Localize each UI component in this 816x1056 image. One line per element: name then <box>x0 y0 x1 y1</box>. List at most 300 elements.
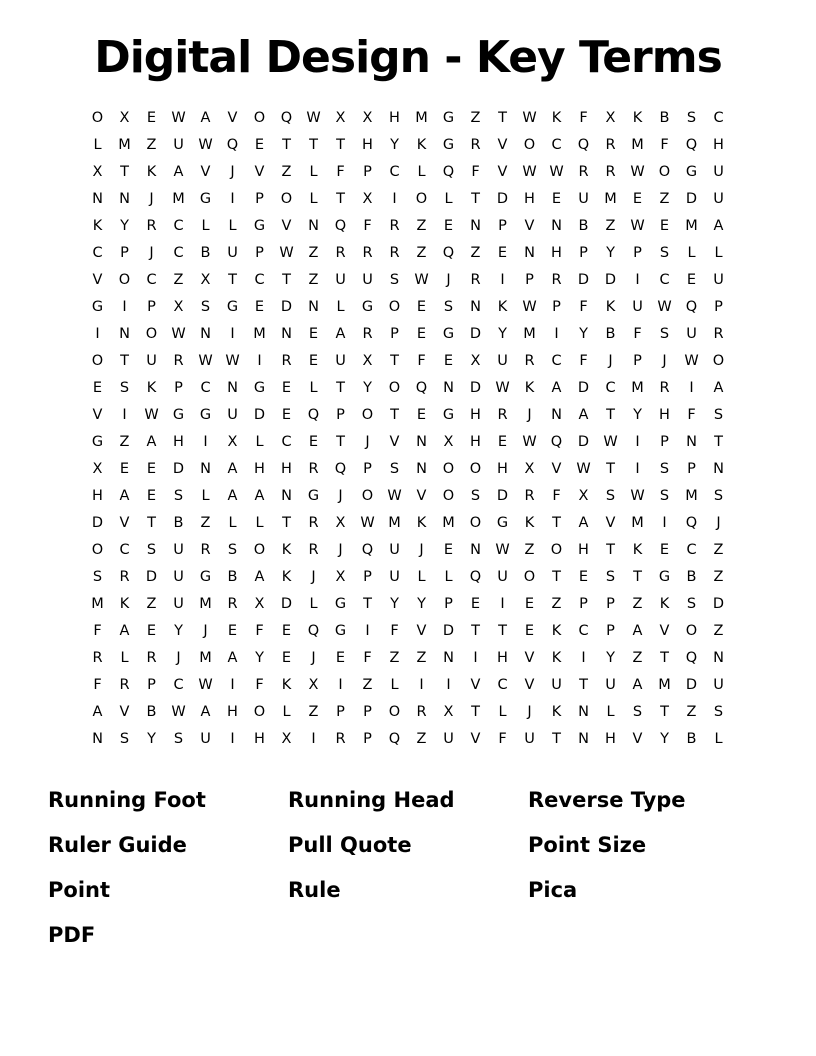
grid-letter: N <box>686 434 697 451</box>
grid-letter: W <box>171 326 186 343</box>
grid-letter: R <box>659 380 670 397</box>
grid-letter: Y <box>417 596 426 613</box>
grid-letter: V <box>119 704 130 721</box>
grid-letter: R <box>227 596 238 613</box>
grid-letter: S <box>659 245 670 262</box>
grid-letter: Z <box>173 272 184 289</box>
grid-letter: D <box>604 272 617 289</box>
grid-letter: H <box>362 137 373 154</box>
grid-letter: V <box>551 461 562 478</box>
grid-letter: Q <box>577 137 590 154</box>
grid-letter: E <box>470 596 481 613</box>
grid-letter: O <box>118 272 131 289</box>
grid-letter: O <box>685 623 698 640</box>
grid-letter: V <box>416 488 427 505</box>
grid-letter: V <box>497 137 508 154</box>
grid-letter: N <box>200 461 211 478</box>
grid-letter: B <box>578 218 589 235</box>
grid-letter: V <box>92 272 103 289</box>
grid-letter: U <box>389 569 400 586</box>
grid-letter: S <box>605 488 616 505</box>
grid-letter: W <box>414 272 429 289</box>
grid-letter: T <box>309 137 318 154</box>
grid-letter: Q <box>307 623 320 640</box>
grid-letter: R <box>308 542 319 559</box>
grid-letter: L <box>309 191 318 208</box>
grid-letter: D <box>280 299 293 316</box>
grid-letter: L <box>336 299 345 316</box>
grid-letter: W <box>522 299 537 316</box>
grid-letter: Y <box>147 731 156 748</box>
grid-letter: R <box>416 704 427 721</box>
grid-letter: M <box>199 650 212 667</box>
grid-letter: S <box>200 299 211 316</box>
grid-letter: S <box>146 542 157 559</box>
grid-letter: Y <box>579 326 588 343</box>
grid-letter: W <box>657 299 672 316</box>
grid-letter: N <box>470 218 481 235</box>
grid-letter: N <box>308 218 319 235</box>
grid-letter: G <box>199 191 212 208</box>
grid-letter: W <box>630 164 645 181</box>
grid-letter: X <box>443 434 454 451</box>
grid-letter: I <box>500 596 505 613</box>
grid-letter: E <box>92 380 103 397</box>
grid-letter: Q <box>442 245 455 262</box>
grid-letter: H <box>92 488 103 505</box>
grid-letter: S <box>119 731 130 748</box>
word-list-item: Pull Quote <box>288 833 412 857</box>
grid-letter: D <box>577 434 590 451</box>
grid-letter: N <box>227 380 238 397</box>
grid-letter: G <box>91 434 104 451</box>
grid-letter: T <box>471 191 480 208</box>
grid-letter: E <box>632 191 643 208</box>
grid-letter: V <box>659 623 670 640</box>
grid-letter: I <box>662 515 667 532</box>
grid-letter: E <box>578 569 589 586</box>
grid-letter: T <box>282 272 291 289</box>
grid-letter: U <box>497 353 508 370</box>
grid-letter: O <box>658 164 671 181</box>
grid-letter: P <box>147 299 156 316</box>
grid-letter: F <box>390 623 399 640</box>
grid-letter: K <box>119 596 130 613</box>
grid-letter: Y <box>174 623 183 640</box>
grid-letter: P <box>363 164 372 181</box>
grid-letter: U <box>227 245 238 262</box>
grid-letter: H <box>497 461 508 478</box>
grid-letter: F <box>633 326 642 343</box>
grid-letter: E <box>308 434 319 451</box>
grid-letter: P <box>606 623 615 640</box>
grid-letter: U <box>227 407 238 424</box>
grid-letter: I <box>446 677 451 694</box>
grid-letter: K <box>497 299 508 316</box>
word-list-item: Point <box>48 878 111 902</box>
grid-letter: G <box>172 407 185 424</box>
grid-letter: X <box>335 569 346 586</box>
grid-letter: C <box>281 434 292 451</box>
grid-letter: R <box>281 353 292 370</box>
grid-letter: M <box>388 515 401 532</box>
grid-letter: Z <box>308 245 319 262</box>
grid-letter: L <box>390 677 399 694</box>
grid-letter: A <box>227 488 238 505</box>
grid-letter: R <box>119 677 130 694</box>
grid-letter: Q <box>361 542 374 559</box>
grid-letter: K <box>416 137 427 154</box>
grid-letter: U <box>713 272 724 289</box>
grid-letter: R <box>335 731 346 748</box>
grid-letter: F <box>660 137 669 154</box>
grid-letter: P <box>660 434 669 451</box>
grid-letter: L <box>228 218 237 235</box>
grid-letter: P <box>714 299 723 316</box>
grid-letter: F <box>363 650 372 667</box>
grid-letter: T <box>471 623 480 640</box>
grid-letter: S <box>389 272 400 289</box>
grid-letter: S <box>470 488 481 505</box>
grid-letter: W <box>387 488 402 505</box>
grid-letter: E <box>227 623 238 640</box>
grid-letter: G <box>442 137 455 154</box>
grid-letter: T <box>552 569 561 586</box>
grid-letter: P <box>498 218 507 235</box>
grid-letter: P <box>255 191 264 208</box>
grid-letter: E <box>524 623 535 640</box>
grid-letter: Q <box>469 569 482 586</box>
grid-letter: P <box>120 245 129 262</box>
grid-letter: J <box>149 191 154 208</box>
grid-letter: W <box>171 704 186 721</box>
grid-letter: Z <box>119 434 130 451</box>
grid-letter: I <box>392 191 397 208</box>
grid-letter: O <box>361 407 374 424</box>
grid-letter: K <box>416 515 427 532</box>
grid-letter: U <box>713 164 724 181</box>
grid-letter: E <box>254 137 265 154</box>
grid-letter: S <box>659 488 670 505</box>
grid-letter: W <box>495 380 510 397</box>
grid-letter: D <box>496 488 509 505</box>
grid-letter: N <box>416 434 427 451</box>
word-list-item: Pica <box>528 878 578 902</box>
grid-letter: H <box>605 731 616 748</box>
grid-letter: V <box>389 434 400 451</box>
grid-letter: R <box>389 218 400 235</box>
grid-letter: Y <box>660 731 669 748</box>
grid-letter: P <box>255 245 264 262</box>
grid-letter: T <box>120 164 129 181</box>
grid-letter: X <box>119 110 130 127</box>
grid-letter: H <box>524 191 535 208</box>
grid-letter: L <box>417 569 426 586</box>
grid-letter: E <box>443 218 454 235</box>
grid-letter: A <box>146 434 157 451</box>
grid-letter: A <box>119 488 130 505</box>
grid-letter: R <box>470 272 481 289</box>
grid-letter: L <box>120 650 129 667</box>
page-title: Digital Design - Key Terms <box>94 32 722 83</box>
grid-letter: M <box>631 515 644 532</box>
grid-letter: X <box>362 110 373 127</box>
grid-letter: Z <box>551 596 562 613</box>
grid-letter: Z <box>416 731 427 748</box>
grid-letter: E <box>146 110 157 127</box>
grid-letter: O <box>442 461 455 478</box>
grid-letter: K <box>92 218 103 235</box>
grid-letter: C <box>173 245 184 262</box>
grid-letter: U <box>146 353 157 370</box>
grid-letter: I <box>203 434 208 451</box>
grid-letter: G <box>334 596 347 613</box>
grid-letter: P <box>687 461 696 478</box>
grid-letter: X <box>443 704 454 721</box>
grid-letter: G <box>361 299 374 316</box>
grid-letter: S <box>713 704 724 721</box>
grid-letter: N <box>281 488 292 505</box>
grid-letter: X <box>227 434 238 451</box>
grid-letter: K <box>551 623 562 640</box>
grid-letter: G <box>253 218 266 235</box>
grid-letter: N <box>92 191 103 208</box>
grid-letter: S <box>659 461 670 478</box>
grid-letter: R <box>605 137 616 154</box>
word-list-item: Running Foot <box>48 788 206 812</box>
grid-letter: N <box>119 191 130 208</box>
grid-letter: G <box>91 299 104 316</box>
grid-letter: O <box>253 110 266 127</box>
grid-letter: R <box>308 461 319 478</box>
grid-letter: Z <box>605 218 616 235</box>
grid-letter: X <box>254 596 265 613</box>
grid-letter: M <box>631 137 644 154</box>
grid-letter: U <box>713 677 724 694</box>
grid-letter: E <box>281 650 292 667</box>
grid-letter: J <box>230 164 235 181</box>
grid-letter: W <box>522 164 537 181</box>
grid-letter: I <box>689 380 694 397</box>
grid-letter: P <box>444 596 453 613</box>
grid-letter: R <box>92 650 103 667</box>
grid-letter: Z <box>146 596 157 613</box>
grid-letter: V <box>281 218 292 235</box>
grid-letter: X <box>92 164 103 181</box>
grid-letter: L <box>201 218 210 235</box>
grid-letter: U <box>578 191 589 208</box>
grid-letter: I <box>122 299 127 316</box>
grid-letter: I <box>338 677 343 694</box>
grid-letter: J <box>365 434 370 451</box>
grid-letter: J <box>527 407 532 424</box>
word-list-item: PDF <box>48 923 96 947</box>
grid-letter: E <box>416 326 427 343</box>
grid-letter: T <box>363 596 372 613</box>
grid-letter: A <box>227 650 238 667</box>
grid-letter: Y <box>255 650 264 667</box>
grid-letter: I <box>365 623 370 640</box>
grid-letter: V <box>254 164 265 181</box>
grid-letter: A <box>254 488 265 505</box>
grid-letter: Q <box>334 461 347 478</box>
grid-letter: W <box>549 164 564 181</box>
grid-letter: Z <box>416 218 427 235</box>
grid-letter: M <box>631 380 644 397</box>
grid-letter: Z <box>389 650 400 667</box>
grid-letter: H <box>659 407 670 424</box>
grid-letter: E <box>281 623 292 640</box>
grid-letter: V <box>524 218 535 235</box>
grid-letter: R <box>389 245 400 262</box>
grid-letter: K <box>551 650 562 667</box>
grid-letter: B <box>686 731 697 748</box>
grid-letter: J <box>149 245 154 262</box>
grid-letter: N <box>443 380 454 397</box>
grid-letter: N <box>416 461 427 478</box>
grid-letter: A <box>578 515 589 532</box>
grid-letter: R <box>470 137 481 154</box>
grid-letter: A <box>335 326 346 343</box>
grid-letter: T <box>336 137 345 154</box>
grid-letter: X <box>578 488 589 505</box>
grid-letter: J <box>203 623 208 640</box>
grid-letter: N <box>551 218 562 235</box>
grid-letter: C <box>551 137 562 154</box>
grid-letter: D <box>685 677 698 694</box>
word-list-item: Rule <box>288 878 341 902</box>
grid-letter: L <box>228 515 237 532</box>
grid-letter: J <box>716 515 721 532</box>
grid-letter: F <box>255 623 264 640</box>
grid-letter: I <box>419 677 424 694</box>
grid-letter: P <box>336 704 345 721</box>
grid-letter: W <box>279 245 294 262</box>
grid-letter: A <box>173 164 184 181</box>
grid-letter: Q <box>280 110 293 127</box>
grid-letter: S <box>605 569 616 586</box>
grid-letter: L <box>282 704 291 721</box>
grid-letter: W <box>198 137 213 154</box>
grid-letter: E <box>146 488 157 505</box>
grid-letter: E <box>497 434 508 451</box>
grid-letter: Q <box>685 650 698 667</box>
grid-letter: J <box>338 488 343 505</box>
grid-letter: D <box>577 380 590 397</box>
grid-letter: V <box>605 515 616 532</box>
grid-letter: B <box>227 569 238 586</box>
grid-letter: R <box>146 650 157 667</box>
grid-letter: W <box>225 353 240 370</box>
grid-letter: P <box>579 245 588 262</box>
grid-letter: C <box>119 542 130 559</box>
grid-letter: K <box>146 380 157 397</box>
grid-letter: O <box>415 191 428 208</box>
grid-letter: D <box>577 272 590 289</box>
grid-letter: O <box>91 110 104 127</box>
grid-letter: G <box>334 623 347 640</box>
grid-letter: U <box>497 569 508 586</box>
grid-letter: V <box>92 407 103 424</box>
grid-letter: N <box>551 407 562 424</box>
grid-letter: L <box>255 515 264 532</box>
grid-letter: O <box>253 704 266 721</box>
grid-letter: X <box>335 515 346 532</box>
grid-letter: E <box>497 245 508 262</box>
grid-letter: C <box>578 623 589 640</box>
grid-letter: A <box>227 461 238 478</box>
grid-letter: E <box>416 407 427 424</box>
grid-letter: B <box>659 110 670 127</box>
grid-letter: R <box>335 245 346 262</box>
grid-letter: T <box>579 677 588 694</box>
grid-letter: T <box>336 380 345 397</box>
grid-letter: Y <box>363 380 372 397</box>
grid-letter: Z <box>416 245 427 262</box>
grid-letter: U <box>335 353 346 370</box>
grid-letter: G <box>658 569 671 586</box>
grid-letter: P <box>390 326 399 343</box>
grid-letter: Z <box>308 704 319 721</box>
grid-letter: I <box>311 731 316 748</box>
word-list-item: Running Head <box>288 788 455 812</box>
grid-letter: U <box>632 299 643 316</box>
grid-letter: K <box>551 110 562 127</box>
grid-letter: Q <box>226 137 239 154</box>
grid-letter: H <box>713 137 724 154</box>
grid-letter: F <box>255 677 264 694</box>
grid-letter: W <box>684 353 699 370</box>
grid-letter: O <box>388 380 401 397</box>
grid-letter: A <box>92 704 103 721</box>
grid-letter: V <box>470 677 481 694</box>
grid-letter: O <box>523 569 536 586</box>
grid-letter: I <box>95 326 100 343</box>
grid-letter: R <box>119 569 130 586</box>
grid-letter: N <box>92 731 103 748</box>
grid-letter: B <box>686 569 697 586</box>
grid-letter: S <box>173 731 184 748</box>
grid-letter: N <box>308 299 319 316</box>
grid-letter: Y <box>606 245 615 262</box>
grid-letter: J <box>338 542 343 559</box>
grid-letter: P <box>363 461 372 478</box>
grid-letter: R <box>551 272 562 289</box>
grid-letter: J <box>608 353 613 370</box>
grid-letter: E <box>281 407 292 424</box>
grid-letter: S <box>686 110 697 127</box>
grid-letter: L <box>417 164 426 181</box>
grid-letter: N <box>713 461 724 478</box>
grid-letter: L <box>201 488 210 505</box>
grid-letter: T <box>714 434 723 451</box>
grid-letter: P <box>336 407 345 424</box>
grid-letter: X <box>470 353 481 370</box>
grid-letter: O <box>388 299 401 316</box>
grid-letter: R <box>146 218 157 235</box>
grid-letter: R <box>605 164 616 181</box>
grid-letter: M <box>91 596 104 613</box>
grid-letter: L <box>687 245 696 262</box>
grid-letter: T <box>660 650 669 667</box>
grid-letter: V <box>524 677 535 694</box>
grid-letter: R <box>173 353 184 370</box>
grid-letter: F <box>363 218 372 235</box>
grid-letter: S <box>686 596 697 613</box>
grid-letter: W <box>198 353 213 370</box>
grid-letter: H <box>281 461 292 478</box>
grid-letter: F <box>579 110 588 127</box>
